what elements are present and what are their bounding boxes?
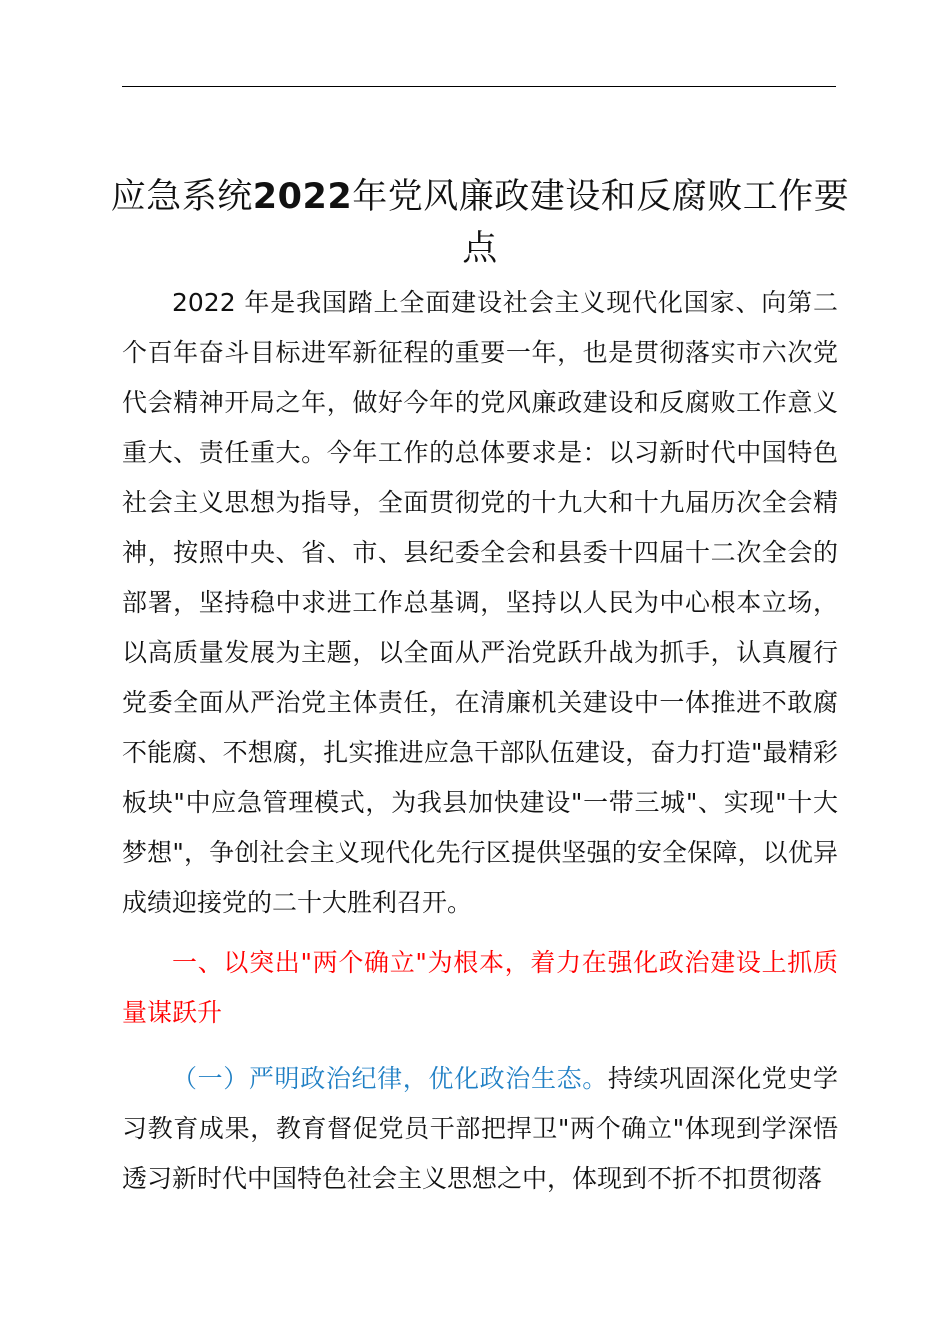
header-rule	[122, 86, 836, 87]
document-title	[110, 171, 850, 275]
intro-paragraph: 2022 年是我国踏上全面建设社会主义现代化国家、向第二个百年奋斗目标进军新征程的重要一年，也是贯彻落实市六次党代会精神开局之年，做好今年的党风廉政建设和反腐败工作意义重大、责任重大。今年工作的总体要求是：以习新时代中国特色社会主义思想为指导，全面贯彻党的十九大和十九届历次全会精神，按照中央、省、市、县纪委全会和县委十四届十二次全会的部署，坚持稳中求进工作总基调，坚持以人民为中心根本立场，以高质量发展为主题，以全面从严治党跃升战为抓手，认真履行党委全面从严治党主体责任，在清廉机关建设中一体推进不敢腐不能腐、不想腐，扎实推进应急干部队伍建设，奋力打造"最精彩板块"中应急管理模式，为我县加快建设"一带三城"、实现"十大梦想"，争创社会主义现代化先行区提供坚强的安全保障，以优异成绩迎接党的二十大胜利召开。	[122, 288, 838, 917]
subsection-one-text: 持续巩固深化党史学习教育成果，教育督促党员干部把捍卫"两个确立"体现到学深悟透习新时代中国特色社会主义思想之中，体现到不折不扣贯彻落	[122, 1064, 838, 1193]
section-one-heading: 一、以突出"两个确立"为根本，着力在强化政治建设上抓质量谋跃升	[122, 948, 838, 1027]
subsection-one-paragraph	[122, 1054, 838, 1204]
subsection-one-heading: （一）严明政治纪律，优化政治生态。	[172, 1064, 608, 1093]
title-prefix: 应急系统	[110, 177, 253, 218]
title-suffix: 年党风廉政建设和反腐败工作要点	[352, 177, 850, 270]
title-year: 2022	[252, 177, 353, 218]
